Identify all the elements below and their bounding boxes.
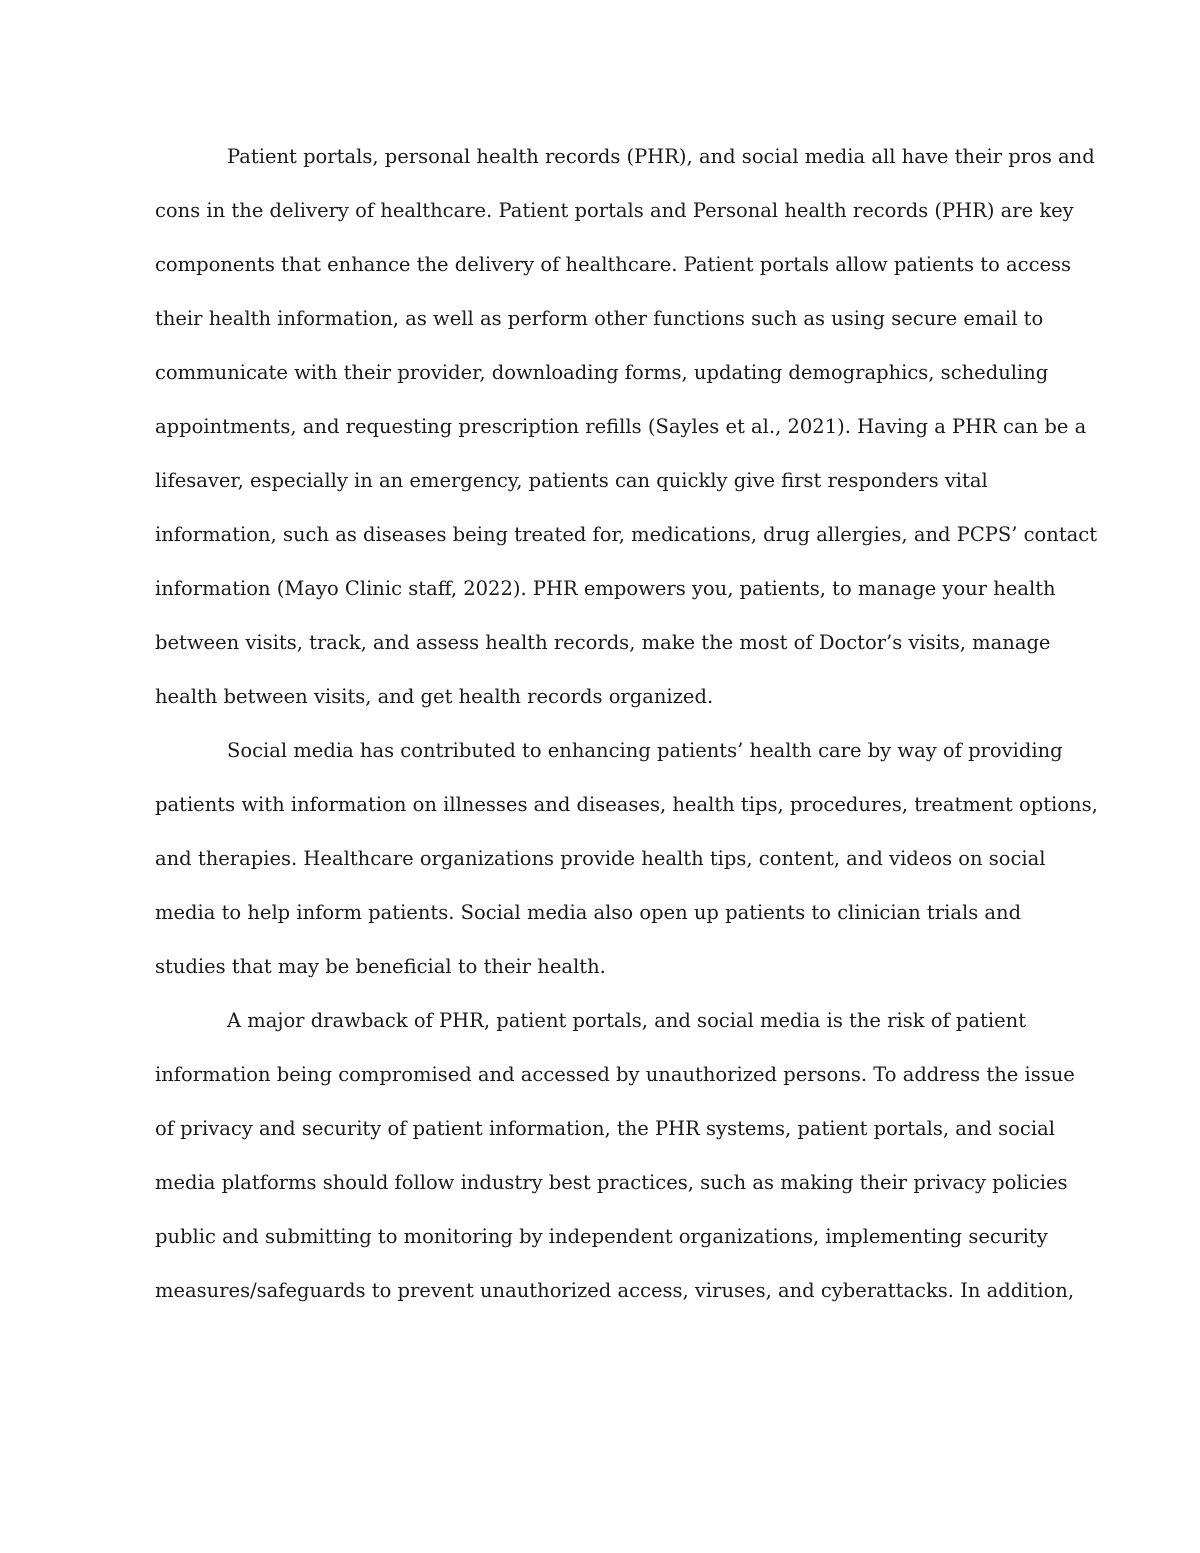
paragraph-1-line-11: health between visits, and get health records organized. — [155, 685, 714, 708]
paragraph-1-line-4: their health information, as well as perform other functions such as using secure email to — [155, 307, 1044, 330]
paragraph-2-line-2: patients with information on illnesses and diseases, health tips, procedures, treatment options, — [155, 793, 1098, 816]
paragraph-1-line-2: cons in the delivery of healthcare. Patient portals and Personal health records (PHR) are key — [155, 199, 1074, 222]
paragraph-3-line-4: media platforms should follow industry best practices, such as making their privacy policies — [155, 1171, 1068, 1194]
paragraph-2-line-4: media to help inform patients. Social media also open up patients to clinician trials and — [155, 901, 1022, 924]
paragraph-1-line-8: information, such as diseases being treated for, medications, drug allergies, and PCPS’ contact — [155, 523, 1098, 546]
paragraph-2-line-5: studies that may be beneficial to their health. — [155, 955, 606, 978]
paragraph-1-line-10: between visits, track, and assess health records, make the most of Doctor’s visits, manage — [155, 631, 1051, 654]
paragraph-3-line-6: measures/safeguards to prevent unauthorized access, viruses, and cyberattacks. In addition, — [155, 1279, 1075, 1302]
paragraph-3-line-2: information being compromised and accessed by unauthorized persons. To address the issue — [155, 1063, 1075, 1086]
paragraph-1-line-9: information (Mayo Clinic staff, 2022). PHR empowers you, patients, to manage your health — [155, 577, 1056, 600]
paragraph-3-line-1: A major drawback of PHR, patient portals, and social media is the risk of patient — [227, 1009, 1027, 1032]
paragraph-1-line-1: Patient portals, personal health records (PHR), and social media all have their pros and — [227, 145, 1095, 168]
paragraph-2-line-3: and therapies. Healthcare organizations provide health tips, content, and videos on social — [155, 847, 1046, 870]
paragraph-1-line-7: lifesaver, especially in an emergency, patients can quickly give first responders vital — [155, 469, 988, 492]
paragraph-3-line-3: of privacy and security of patient information, the PHR systems, patient portals, and social — [155, 1117, 1055, 1140]
paragraph-3-line-5: public and submitting to monitoring by independent organizations, implementing security — [155, 1225, 1048, 1248]
paragraph-2-line-1: Social media has contributed to enhancing patients’ health care by way of providing — [227, 739, 1063, 762]
paragraph-1-line-6: appointments, and requesting prescription refills (Sayles et al., 2021). Having a PHR can be a — [155, 415, 1087, 438]
paragraph-1-line-5: communicate with their provider, downloading forms, updating demographics, scheduling — [155, 361, 1049, 384]
paragraph-1-line-3: components that enhance the delivery of healthcare. Patient portals allow patients to access — [155, 253, 1072, 276]
